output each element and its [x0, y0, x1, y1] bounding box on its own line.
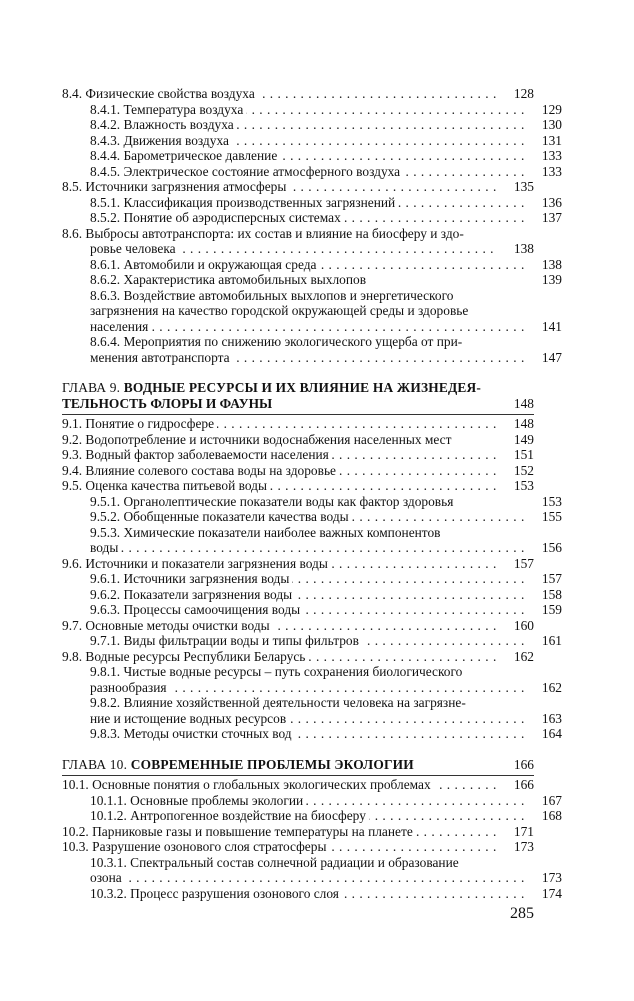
toc-page: 160: [513, 617, 534, 633]
toc-entry[interactable]: 8.6.2. Характеристика автомобильных выхлопов 139: [90, 272, 562, 287]
toc-entry[interactable]: 9.8.2. Влияние хозяйственной деятельности человека на загрязне- ние и истощение водных ресурсов . . . 163: [62, 695, 562, 726]
toc-entry[interactable]: 10.1.2. Антропогенное воздействие на биосферу . . . 168: [62, 808, 562, 824]
toc-page: 141: [541, 318, 562, 334]
toc-page: 161: [541, 633, 562, 648]
toc-entry[interactable]: 9.6.3. Процессы самоочищения воды . . . 159: [62, 602, 562, 618]
divider: [62, 414, 534, 415]
toc-page: 166: [513, 756, 534, 772]
toc-page: 174: [541, 885, 562, 901]
toc-entry[interactable]: 9.5.3. Химические показатели наиболее важных компонентов воды . . . 156: [62, 525, 562, 556]
toc-entry[interactable]: 9.7.1. Виды фильтрации воды и типы фильтров . . . 161: [62, 633, 562, 649]
toc-entry[interactable]: 9.7. Основные методы очистки воды . . . 160: [62, 618, 534, 634]
toc-entry[interactable]: 9.2. Водопотребление и источники водоснабжения населенных мест 149: [62, 431, 534, 447]
toc-page: 138: [513, 241, 534, 256]
toc-entry[interactable]: 9.3. Водный фактор заболеваемости населения . . . 151: [62, 447, 534, 463]
toc-page: 168: [541, 808, 562, 823]
toc-page: 131: [541, 132, 562, 148]
toc-page: 167: [541, 792, 562, 808]
toc-page: 137: [541, 210, 562, 225]
toc-page: 158: [541, 586, 562, 602]
toc-entry[interactable]: 8.6.4. Мероприятия по снижению экологического ущерба от при- менения автотранспорта . . . 147: [62, 334, 562, 365]
toc-entry[interactable]: 8.4.1. Температура воздуха . . . 129: [62, 102, 562, 118]
chapter-heading[interactable]: ГЛАВА 10. СОВРЕМЕННЫЕ ПРОБЛЕМЫ ЭКОЛОГИИ 166: [62, 756, 534, 772]
toc-entry[interactable]: 9.1. Понятие о гидросфере . . . 148: [62, 416, 534, 432]
toc-page: 149: [513, 431, 534, 447]
toc-page: 148: [513, 416, 534, 431]
toc-entry[interactable]: 8.4.3. Движения воздуха . . . 131: [62, 133, 562, 149]
toc-page: 128: [513, 86, 534, 101]
toc-entry[interactable]: 8.4.5. Электрическое состояние атмосферного воздуха . . . 133: [62, 164, 562, 180]
toc-entry[interactable]: 8.4. Физические свойства воздуха . . . 128: [62, 86, 534, 102]
toc-entry[interactable]: 9.8. Водные ресурсы Республики Беларусь . . . 162: [62, 649, 534, 665]
toc-entry[interactable]: 8.6. Выбросы автотранспорта: их состав и влияние на биосферу и здо- ровье человека . . . 138: [62, 226, 534, 257]
toc-page: 133: [541, 148, 562, 163]
toc-entry[interactable]: 8.4.4. Барометрическое давление . . . 133: [62, 148, 562, 164]
toc-page: 133: [541, 163, 562, 179]
toc-page: 151: [513, 447, 534, 462]
toc-page: 173: [541, 870, 562, 885]
toc-page: 148: [513, 395, 534, 411]
toc-page: 139: [541, 272, 562, 287]
toc-entry[interactable]: 8.6.3. Воздействие автомобильных выхлопов и энергетического загрязнения на качество городской окружающей среды и здоровье населения . . . 141: [62, 288, 562, 335]
toc-entry[interactable]: 10.3. Разрушение озонового слоя стратосферы . . . 173: [62, 839, 534, 855]
toc-entry[interactable]: 10.3.1. Спектральный состав солнечной радиации и образование озона . . . 173: [62, 855, 562, 886]
table-of-contents: [62, 86, 562, 901]
toc-entry[interactable]: 8.4.2. Влажность воздуха . . . 130: [62, 117, 562, 133]
toc-page: 147: [541, 349, 562, 365]
toc-page: 162: [541, 679, 562, 695]
page-number: 285: [510, 905, 534, 922]
toc-page: 135: [513, 179, 534, 194]
toc-entry[interactable]: 8.5.1. Классификация производственных загрязнений . . . 136: [62, 195, 562, 211]
toc-page: 138: [541, 256, 562, 272]
toc-page: 156: [541, 540, 562, 555]
toc-page: 162: [513, 648, 534, 664]
toc-entry[interactable]: 9.5.2. Обобщенные показатели качества воды . . . 155: [62, 509, 562, 525]
toc-page: 157: [541, 571, 562, 586]
chapter-heading[interactable]: ГЛАВА 9. ВОДНЫЕ РЕСУРСЫ И ИХ ВЛИЯНИЕ НА ЖИЗНЕДЕЯ- ТЕЛЬНОСТЬ ФЛОРЫ И ФАУНЫ 148: [62, 380, 534, 411]
toc-page: 163: [541, 710, 562, 726]
toc-page: 171: [513, 823, 534, 839]
divider: [62, 775, 534, 776]
toc-entry[interactable]: 9.8.3. Методы очистки сточных вод . . . 164: [62, 726, 562, 742]
toc-page: 129: [541, 101, 562, 117]
toc-entry[interactable]: 9.5.1. Органолептические показатели воды как фактор здоровья 153: [90, 493, 562, 509]
toc-page: 136: [541, 194, 562, 210]
toc-page: 157: [513, 555, 534, 571]
toc-entry[interactable]: 10.2. Парниковые газы и повышение температуры на планете . . . 171: [62, 824, 534, 840]
toc-page: 153: [541, 493, 562, 509]
toc-entry[interactable]: 9.6.1. Источники загрязнения воды . . . 157: [62, 571, 562, 587]
toc-page: 166: [513, 777, 534, 792]
toc-entry[interactable]: 9.6. Источники и показатели загрязнения воды . . . 157: [62, 556, 534, 572]
toc-entry[interactable]: 9.8.1. Чистые водные ресурсы – путь сохранения биологического разнообразия . . . 162: [62, 664, 562, 695]
toc-page: 153: [513, 478, 534, 493]
toc-page: 152: [513, 462, 534, 478]
toc-entry[interactable]: 8.5. Источники загрязнения атмосферы . . . 135: [62, 179, 534, 195]
toc-page: 159: [541, 602, 562, 617]
toc-page: 155: [541, 509, 562, 524]
toc-page: 130: [541, 117, 562, 132]
toc-entry[interactable]: 10.3.2. Процесс разрушения озонового слоя . . . 174: [62, 886, 562, 902]
toc-entry[interactable]: 9.5. Оценка качества питьевой воды . . . 153: [62, 478, 534, 494]
toc-page: 164: [541, 726, 562, 741]
toc-entry[interactable]: 9.4. Влияние солевого состава воды на здоровье . . . 152: [62, 463, 534, 479]
toc-entry[interactable]: 10.1.1. Основные проблемы экологии . . . 167: [62, 793, 562, 809]
toc-entry[interactable]: 8.5.2. Понятие об аэродисперсных системах . . . 137: [62, 210, 562, 226]
toc-entry[interactable]: 8.6.1. Автомобили и окружающая среда . . . 138: [62, 257, 562, 273]
toc-entry[interactable]: 10.1. Основные понятия о глобальных экологических проблемах . . . 166: [62, 777, 534, 793]
toc-page: 173: [513, 839, 534, 854]
toc-entry[interactable]: 9.6.2. Показатели загрязнения воды . . . 158: [62, 587, 562, 603]
